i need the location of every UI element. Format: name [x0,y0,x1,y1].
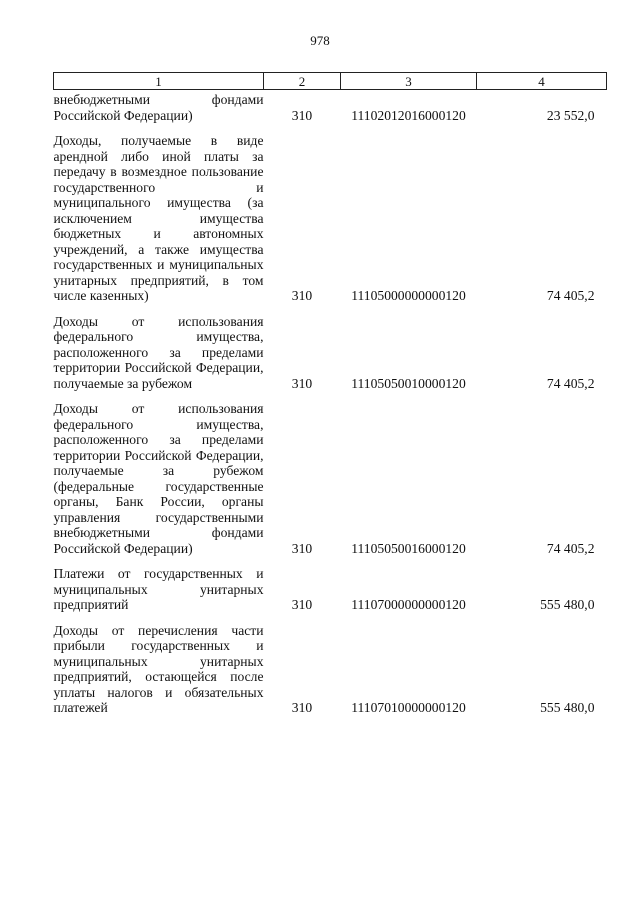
row-code: 310 [291,375,313,391]
column-header-4: 4 [477,73,607,90]
row-kbk: 11105000000000120 [351,288,466,303]
table-row [54,133,607,314]
row-code: 310 [291,700,313,715]
table-row [54,90,607,134]
row-amount: 555 480,0 [540,597,595,612]
table-row [54,401,607,566]
row-description: внебюджетными фондами Российской Федерации) [53,92,264,123]
row-kbk: 11102012016000120 [351,107,466,123]
row-kbk: 11107010000000120 [351,700,466,715]
row-code: 310 [291,540,313,556]
table-row [54,566,607,623]
column-header-1: 1 [54,73,264,90]
table-row [54,623,607,726]
row-kbk: 11105050016000120 [351,540,466,556]
row-amount: 74 405,2 [546,375,595,391]
row-description: Доходы от использования федерального имущества, расположенного за пределами территории Российской Федерации, получаемые за рубежом [53,313,264,391]
row-kbk: 11107000000000120 [351,597,466,612]
column-header-2: 2 [264,73,341,90]
row-description: Доходы от перечисления части прибыли государственных и муниципальных унитарных предприятий, остающейся после уплаты налогов и обязательных платежей [53,622,264,715]
row-amount: 74 405,2 [546,540,595,556]
row-code: 310 [291,107,313,123]
revenue-table [53,72,607,726]
row-code: 310 [291,288,313,303]
row-amount: 74 405,2 [546,288,595,303]
row-description: Доходы от использования федерального имущества, расположенного за пределами территории Российской Федерации, получаемые за рубежом (федеральные государственные органы, Банк России, органы управления государственными внебюджетными фондами Российской Федерации) [53,401,264,556]
row-code: 310 [291,597,313,612]
row-kbk: 11105050010000120 [351,375,466,391]
table-header [54,73,607,90]
row-amount: 555 480,0 [540,700,595,715]
row-description: Доходы, получаемые в виде арендной либо иной платы за передачу в возмездное пользование государственного и муниципального имущества (за исключением имущества бюджетных и автономных учреждений, а также имущества государственных и муниципальных унитарных предприятий, в том числе казенных) [53,133,264,303]
table-row [54,314,607,402]
page-number: 978 [310,33,330,48]
row-amount: 23 552,0 [546,107,595,123]
row-description: Платежи от государственных и муниципальных унитарных предприятий [53,566,264,612]
column-header-3: 3 [341,73,477,90]
